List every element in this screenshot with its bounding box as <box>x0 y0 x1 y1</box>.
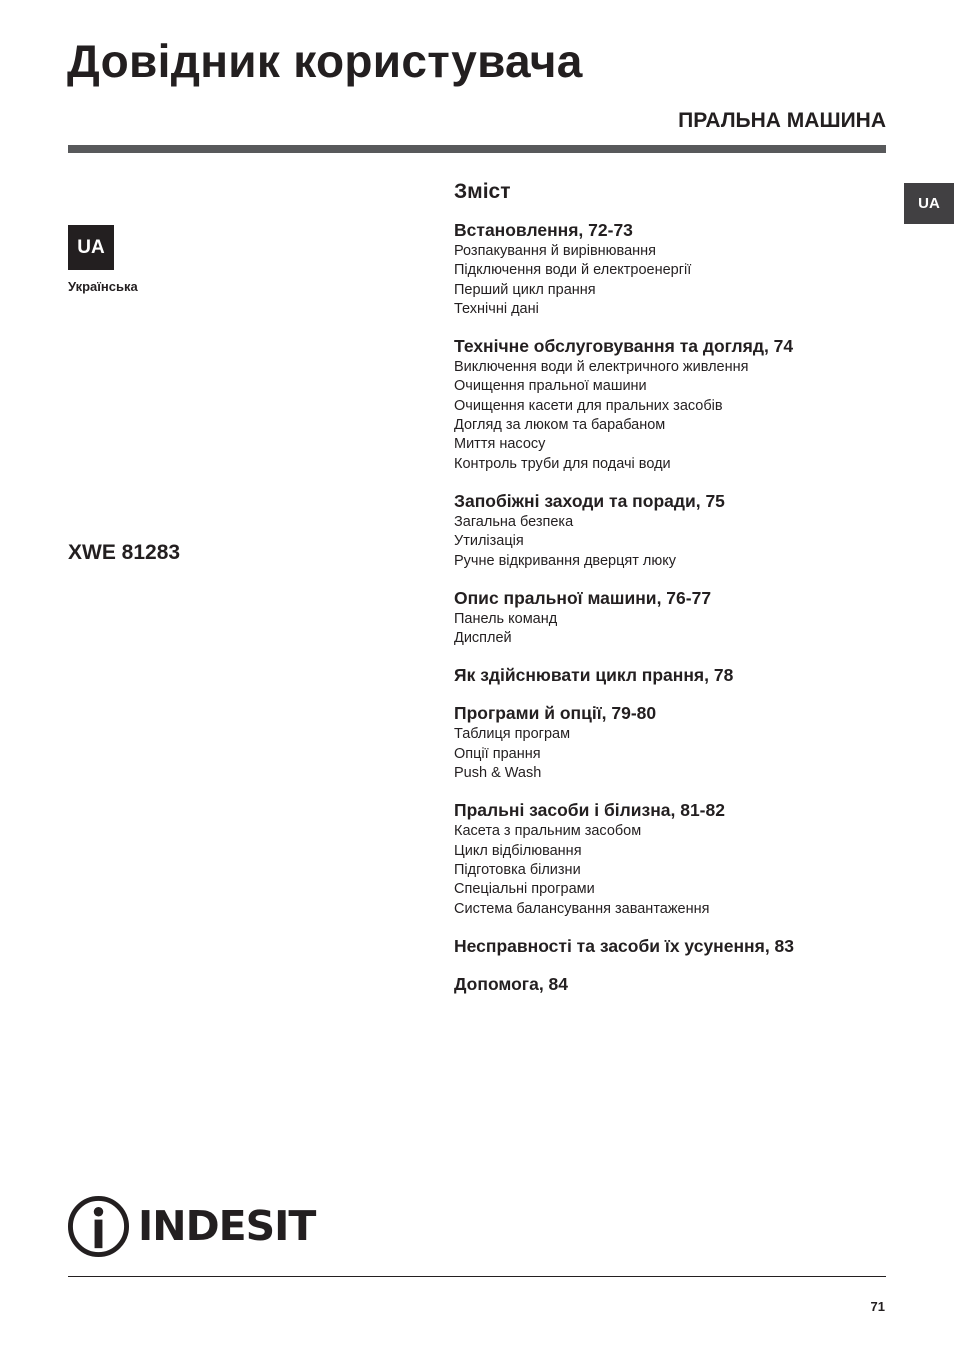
toc-section <box>454 220 894 319</box>
toc-item: Таблиця програм <box>454 726 571 743</box>
toc-item: Очищення касети для пральних засобів <box>454 397 723 414</box>
toc-item: Миття насосу <box>454 436 546 453</box>
toc-item: Перший цикл прання <box>454 281 596 298</box>
page-number: 71 <box>870 1299 885 1314</box>
toc-section <box>454 800 894 918</box>
toc-section-title: Несправності та засоби їх усунення, 83 <box>454 935 795 956</box>
model-number: XWE 81283 <box>68 541 181 564</box>
toc-section-list <box>454 220 894 995</box>
toc-item-list <box>454 513 894 571</box>
toc-section-title: Технічне обслуговування та догляд, 74 <box>454 336 794 357</box>
toc-item: Опції прання <box>454 745 541 762</box>
language-badge: UA <box>68 225 114 270</box>
toc-item-list <box>454 610 894 649</box>
header-divider <box>68 145 886 153</box>
toc-item: Спеціальні програми <box>454 881 595 898</box>
toc-item: Очищення пральної машини <box>454 378 647 395</box>
toc-section-title: Запобіжні заходи та поради, 75 <box>454 490 725 511</box>
indesit-i-logo-icon <box>67 1195 130 1258</box>
toc-section <box>454 974 894 995</box>
toc-section-title: Допомога, 84 <box>454 973 569 994</box>
toc-section-title: Встановлення, 72-73 <box>454 220 633 240</box>
toc-section <box>454 336 894 474</box>
toc-heading: Зміст <box>454 180 511 203</box>
table-of-contents <box>454 179 894 1012</box>
toc-section-title: Як здійснювати цикл прання, 78 <box>454 665 734 686</box>
toc-section <box>454 665 894 686</box>
toc-item-list <box>454 725 894 783</box>
brand-logo <box>67 1195 315 1258</box>
toc-item: Контроль труби для подачі води <box>454 455 671 472</box>
toc-item-list <box>454 822 894 918</box>
toc-item: Панель команд <box>454 610 558 627</box>
toc-section <box>454 936 894 957</box>
page-title: Довідник користувача <box>67 35 583 87</box>
toc-section-title: Програми й опції, 79-80 <box>454 703 657 724</box>
toc-section <box>454 491 894 571</box>
toc-item: Догляд за люком та барабаном <box>454 417 666 434</box>
language-side-tab: UA <box>904 183 954 224</box>
toc-item: Ручне відкривання дверцят люку <box>454 552 677 569</box>
toc-section <box>454 703 894 783</box>
toc-item: Касета з пральним засобом <box>454 823 642 840</box>
toc-item: Підключення води й електроенергії <box>454 262 692 279</box>
toc-item: Push & Wash <box>454 765 542 782</box>
toc-item: Технічні дані <box>454 300 539 317</box>
toc-section-title: Опис пральної машини, 76-77 <box>454 587 712 608</box>
language-name: Українська <box>68 279 138 294</box>
document-subtitle: ПРАЛЬНА МАШИНА <box>678 109 886 132</box>
footer-divider <box>68 1276 886 1277</box>
toc-item: Утилізація <box>454 533 524 550</box>
toc-item: Виключення води й електричного живлення <box>454 359 749 376</box>
toc-item: Система балансування завантаження <box>454 900 710 917</box>
toc-section-title: Пральні засоби і білизна, 81-82 <box>454 800 725 821</box>
toc-section <box>454 588 894 649</box>
toc-item-list <box>454 242 894 319</box>
toc-item: Цикл відбілювання <box>454 842 582 859</box>
toc-item-list <box>454 358 894 474</box>
brand-name: INDESIT <box>138 1202 316 1250</box>
toc-item: Підготовка білизни <box>454 861 581 878</box>
toc-item: Загальна безпека <box>454 513 574 530</box>
toc-item: Дисплей <box>454 630 512 647</box>
toc-item: Розпакування й вирівнювання <box>454 243 657 259</box>
